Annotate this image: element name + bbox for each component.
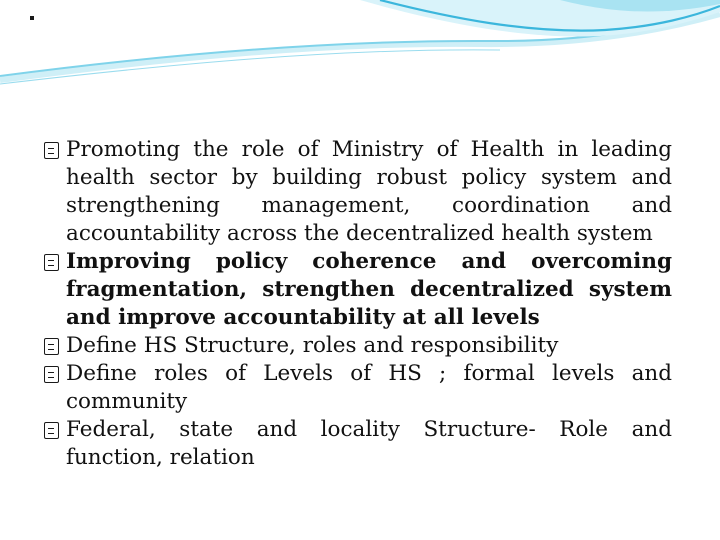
bullet-list (44, 136, 672, 472)
bullet-text: Define HS Structure, roles and responsibility (66, 333, 559, 358)
bullet-item-1 (44, 136, 672, 248)
bullet-text: Define roles of Levels of HS ; formal levels and community (66, 361, 672, 414)
box-bullet-icon (44, 338, 59, 355)
bullet-item-4 (44, 360, 672, 416)
bullet-text: Federal, state and locality Structure- Role and function, relation (66, 417, 672, 470)
box-bullet-icon (44, 422, 59, 439)
title-marker (30, 16, 34, 20)
bullet-item-3 (44, 332, 672, 360)
bullet-item-2 (44, 248, 672, 332)
header-wave-decoration (0, 0, 720, 90)
box-bullet-icon (44, 366, 59, 383)
bullet-text: Promoting the role of Ministry of Health in leading health sector by building robust policy system and strengthening management, coordination and accountability across the decentralized health system (66, 137, 672, 246)
bullet-item-5 (44, 416, 672, 472)
box-bullet-icon (44, 254, 59, 271)
bullet-text: Improving policy coherence and overcoming fragmentation, strengthen decentralized system and improve accountability at all levels (66, 249, 672, 330)
box-bullet-icon (44, 142, 59, 159)
